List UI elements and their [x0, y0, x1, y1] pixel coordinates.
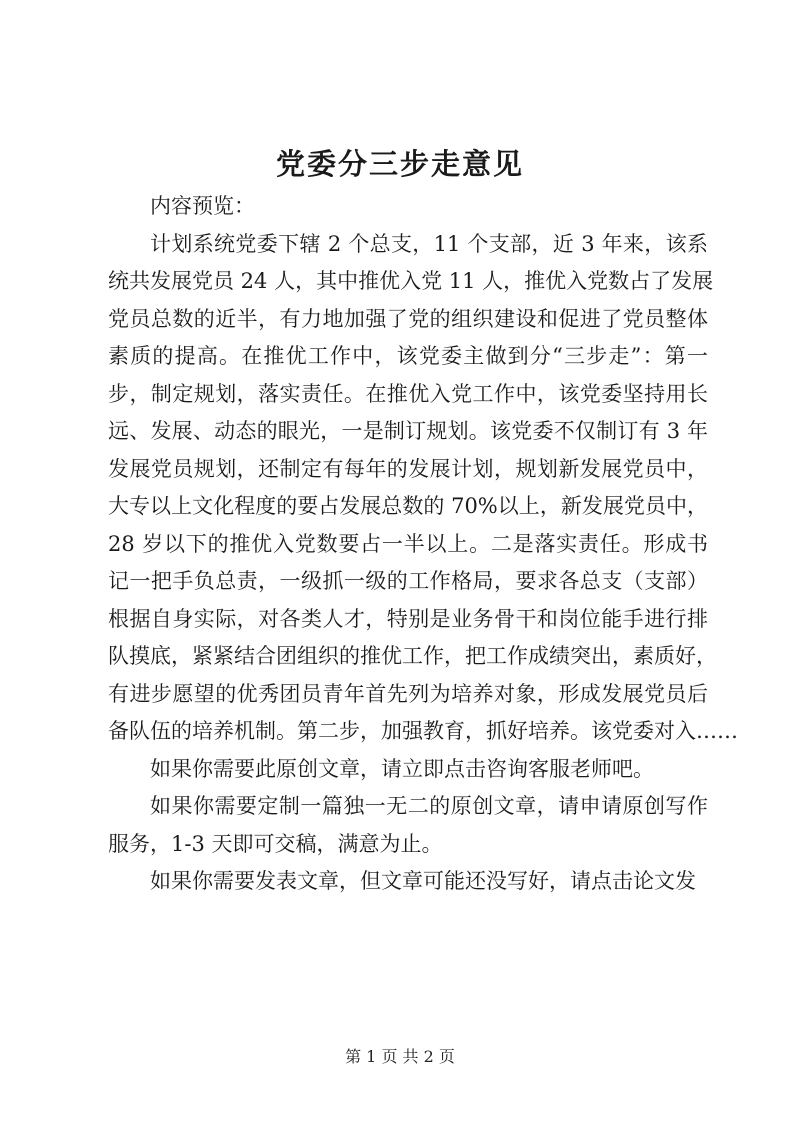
- document-body: [108, 188, 738, 901]
- body-line: 远、发展、动态的眼光，一是制订规划。该党委不仅制订有 3 年: [108, 419, 708, 443]
- body-line: 发展党员规划，还制定有每年的发展计划，规划新发展党员中，: [108, 456, 708, 481]
- page-title: 党委分三步走意见: [275, 147, 524, 181]
- body-line: 队摸底，紧紧结合团组织的推优工作，把工作成绩突出，素质好，: [108, 644, 717, 668]
- body-line: 有进步愿望的优秀团员青年首先列为培养对象，形成发展党员后: [108, 681, 708, 706]
- body-line: 大专以上文化程度的要占发展总数的 70%以上，新发展党员中，: [108, 494, 708, 518]
- notice-custom-article: 如果你需要定制一篇独一无二的原创文章，请申请原创写作: [150, 794, 708, 818]
- body-line: 步，制定规划，落实责任。在推优入党工作中，该党委坚持用长: [108, 381, 708, 406]
- preview-label: 内容预览：: [150, 194, 255, 218]
- page-footer: 第 1 页 共 2 页: [345, 1047, 455, 1066]
- body-line: 计划系统党委下辖 2 个总支，11 个支部，近 3 年来，该系: [150, 231, 708, 256]
- notice-original-article: 如果你需要此原创文章，请立即点击咨询客服老师吧。: [150, 756, 654, 781]
- body-line: 28 岁以下的推优入党数要占一半以上。二是落实责任。形成书: [108, 531, 708, 556]
- notice-publish-article: 如果你需要发表文章，但文章可能还没写好，请点击论文发: [150, 869, 696, 893]
- body-line: 备队伍的培养机制。第二步，加强教育，抓好培养。该党委对入……: [108, 719, 738, 743]
- notice-custom-article-continued: 服务，1-3 天即可交稿，满意为止。: [108, 831, 443, 856]
- body-line: 记一把手负总责，一级抓一级的工作格局，要求各总支（支部）: [108, 569, 708, 593]
- body-line: 党员总数的近半，有力地加强了党的组织建设和促进了党员整体: [108, 306, 708, 331]
- body-line: 根据自身实际，对各类人才，特别是业务骨干和岗位能手进行排: [108, 606, 708, 631]
- body-line: 统共发展党员 24 人，其中推优入党 11 人，推优入党数占了发展: [108, 269, 714, 293]
- body-line: 素质的提高。在推优工作中，该党委主做到分“三步走”：第一: [108, 344, 708, 368]
